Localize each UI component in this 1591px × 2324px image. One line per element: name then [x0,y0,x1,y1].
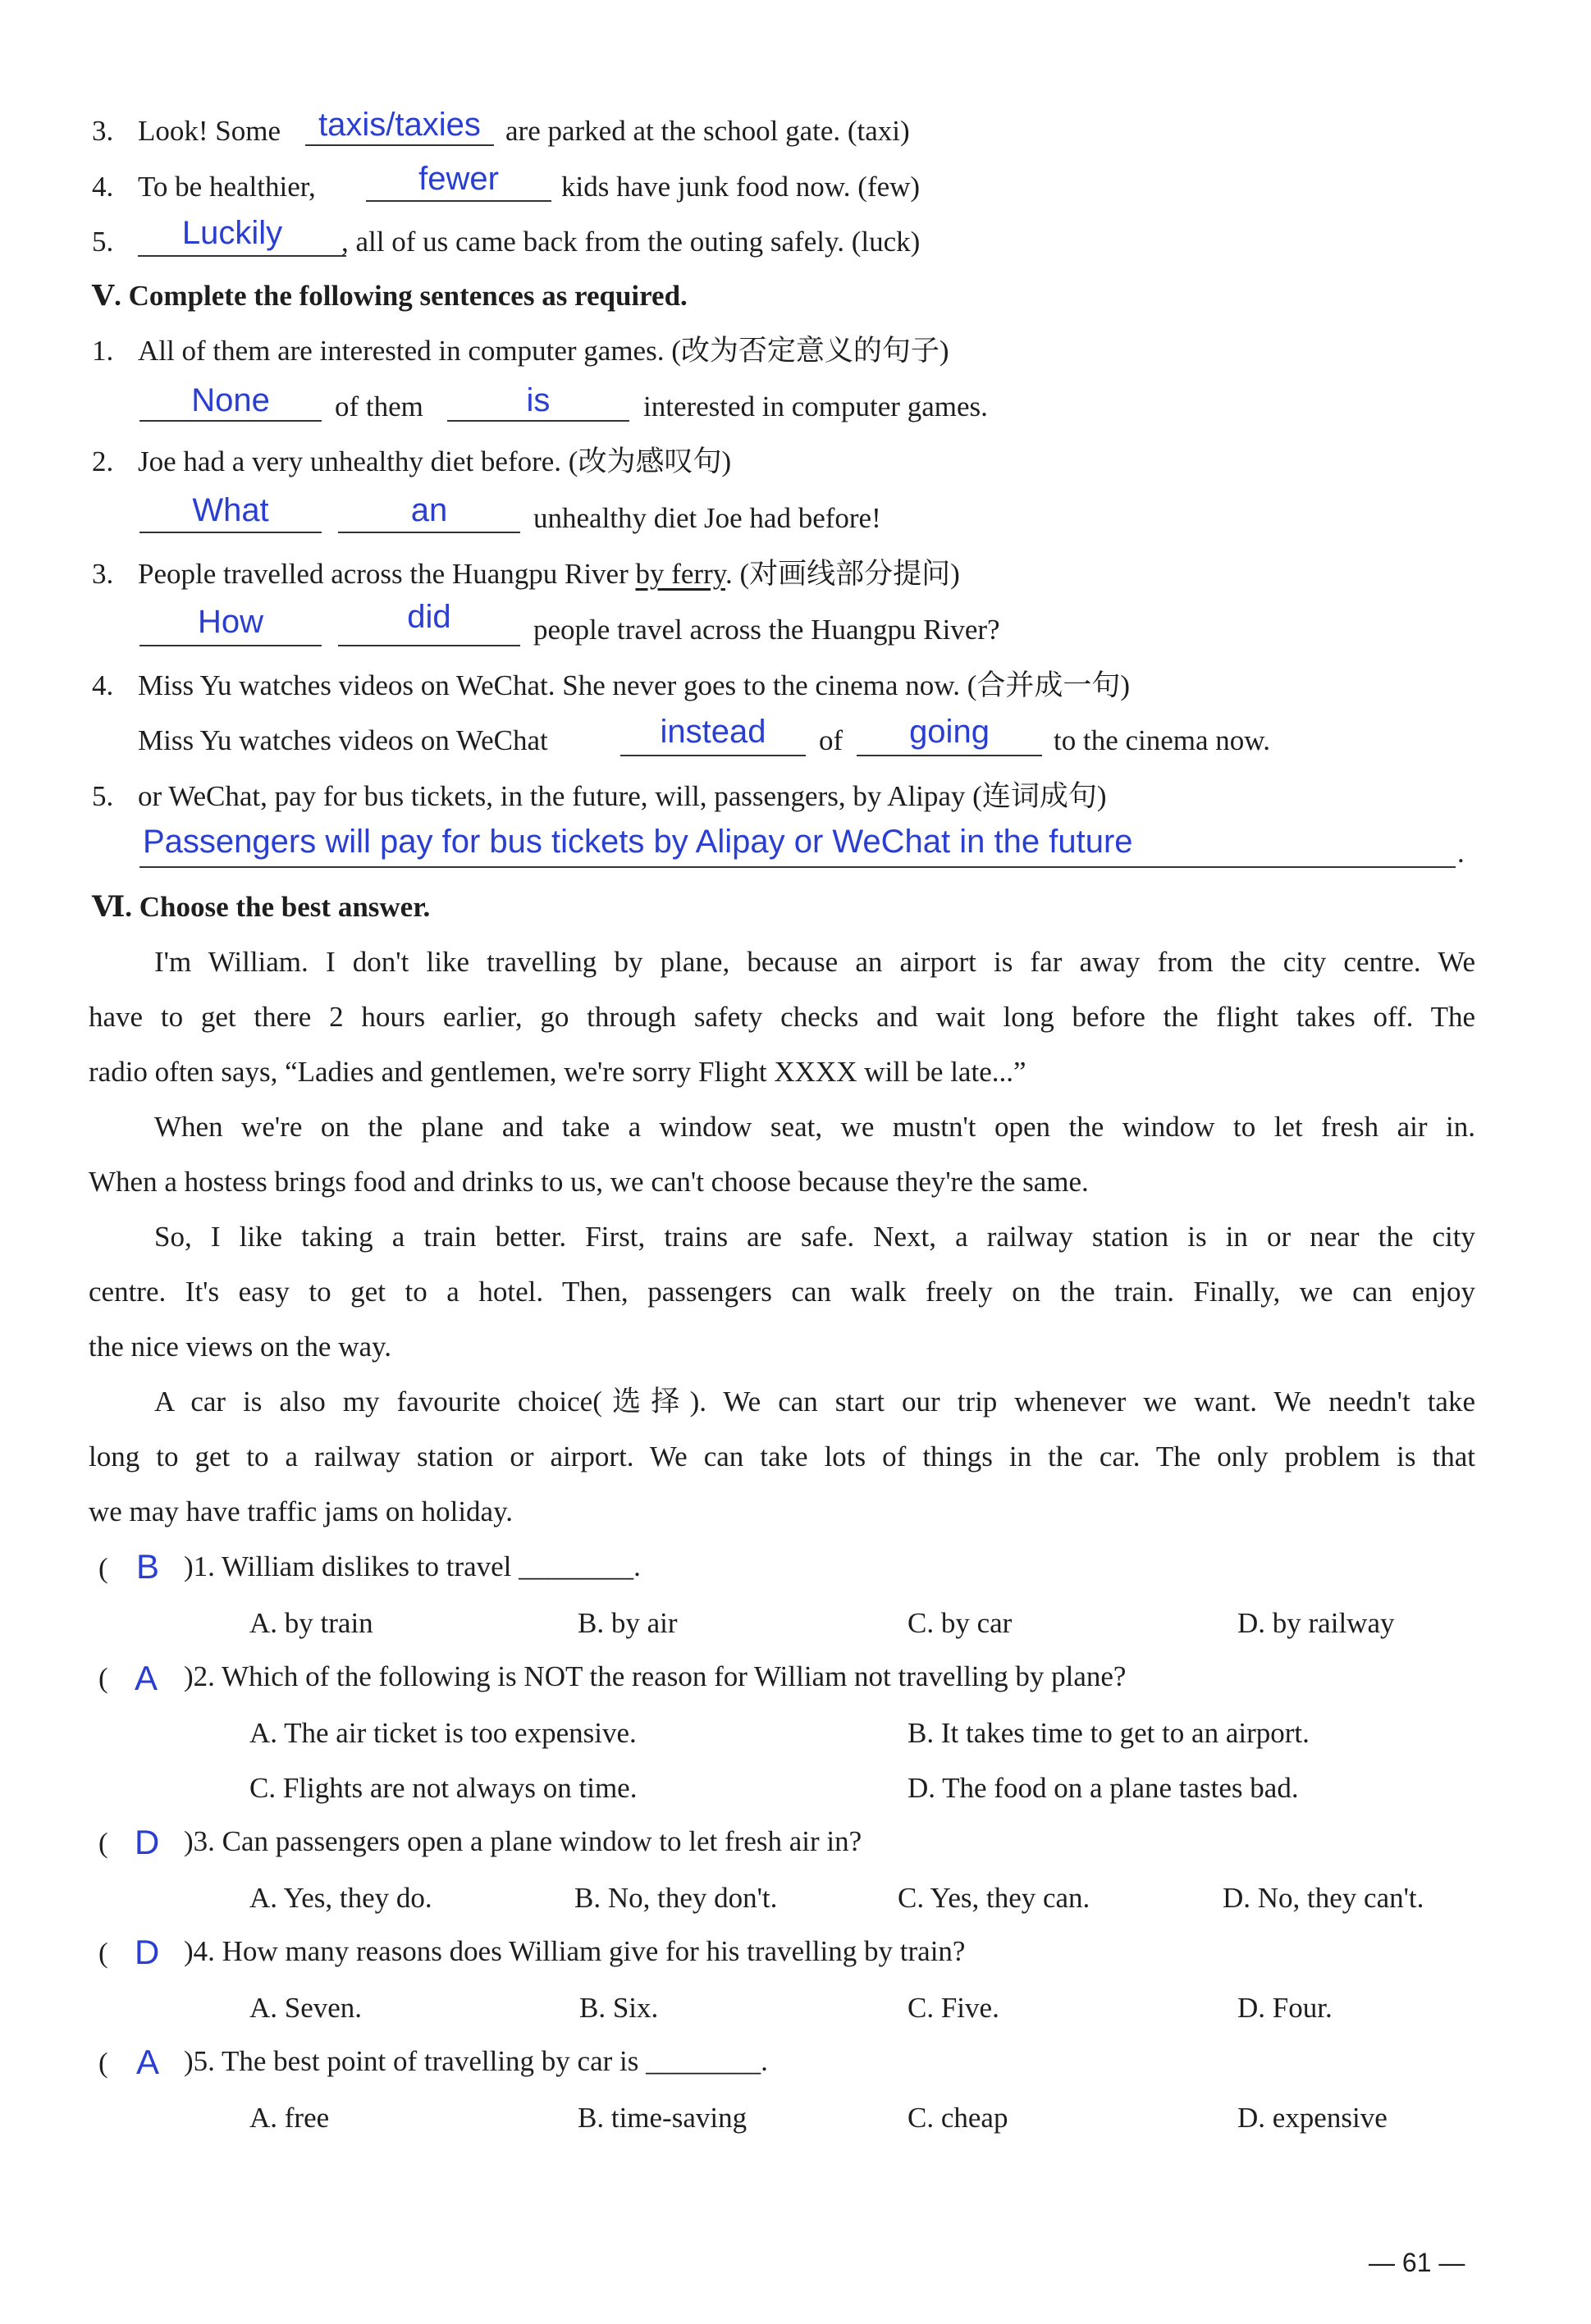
s5-q5-answer: Passengers will pay for bus tickets by Alipay or WeChat in the future [143,824,1133,860]
s5-q3-prompt-underlined: by ferry [635,558,725,590]
s4-q3-blank [305,144,494,146]
s5-heading: Ⅴ. Complete the following sentences as required. [92,280,688,312]
mc-q5-open-paren: ( [98,2047,108,2079]
s4-q3-answer: taxis/taxies [318,107,481,143]
mc-q3-option-d: D. No, they can't. [1223,1882,1424,1914]
s5-q1-num: 1. [92,335,114,367]
s5-q3-blank1 [139,645,322,646]
s4-q4-blank [366,200,551,202]
s5-q3-prompt [138,559,960,588]
s5-q4-post: to the cinema now. [1054,724,1271,756]
mc-q2-answer: A [135,1659,158,1697]
s5-q2-blank2 [338,532,520,533]
mc-q2-option-b: B. It takes time to get to an airport. [908,1717,1310,1749]
s4-q5-blank [138,255,346,257]
mc-q5-option-d: D. expensive [1237,2102,1388,2134]
s4-q4-answer: fewer [418,161,499,197]
mc-q4-option-b: B. Six. [579,1992,659,2024]
s5-q2-answer2: an [410,492,448,528]
mc-q1-stem: )1. William dislikes to travel ________. [184,1550,641,1582]
s5-q3-prompt-post: . (对画线部分提问) [725,558,960,590]
s5-q4-blank2 [857,755,1042,756]
mc-q1-open-paren: ( [98,1552,108,1584]
passage-p3-line2: centre. It's easy to get to a hotel. Then, passengers can walk freely on the train. Finally, we can enjoy [89,1276,1475,1308]
s5-q3-answer1: How [197,604,264,640]
s4-q5-answer: Luckily [181,215,283,251]
s5-q4-answer2: going [909,714,990,750]
mc-q2-open-paren: ( [98,1662,108,1694]
passage-p3-line1: So, I like taking a train better. First, trains are safe. Next, a railway station is in or near the city [154,1221,1475,1253]
s5-q5-end: . [1457,837,1465,869]
s5-q4-pre: Miss Yu watches videos on WeChat [138,724,548,756]
mc-q3-option-c: C. Yes, they can. [898,1882,1090,1914]
mc-q5-option-c: C. cheap [908,2102,1008,2134]
mc-q3-answer: D [135,1823,160,1861]
passage-p1-line3: radio often says, “Ladies and gentlemen, we're sorry Flight XXXX will be late...” [89,1056,1026,1088]
s5-q3-post: people travel across the Huangpu River? [533,614,1000,646]
mc-q3-open-paren: ( [98,1827,108,1859]
s5-q3-prompt-pre: People travelled across the Huangpu River [138,558,629,590]
mc-q1-answer: B [136,1547,160,1586]
passage-p1-line2: have to get there 2 hours earlier, go through safety checks and wait long before the flight takes off. The [89,1001,1475,1033]
mc-q2-option-c: C. Flights are not always on time. [249,1772,638,1804]
s5-q1-answer1: None [191,382,270,418]
s5-q2-blank1 [139,532,322,533]
s4-q4-num: 4. [92,171,114,203]
s4-q4-post: kids have junk food now. (few) [561,171,921,203]
s5-q1-post: interested in computer games. [643,390,988,422]
s5-q1-blank1 [139,420,322,422]
s5-q2-num: 2. [92,445,114,477]
passage-p4-line3: we may have traffic jams on holiday. [89,1495,514,1527]
s5-q2-prompt: Joe had a very unhealthy diet before. (改为感叹句) [138,445,732,477]
mc-q3-option-b: B. No, they don't. [574,1882,778,1914]
s5-q5-num: 5. [92,780,114,812]
mc-q1-option-a: A. by train [249,1607,373,1639]
mc-q4-answer: D [135,1933,160,1971]
mc-q4-open-paren: ( [98,1937,108,1969]
passage-p4-line1: A car is also my favourite choice(选择). We can start our trip whenever we want. We needn't take [154,1386,1475,1418]
s5-q4-mid: of [819,724,844,756]
s5-q4-blank1 [620,755,806,756]
s5-q4-answer1: instead [660,714,766,750]
s5-q3-answer2: did [407,599,451,635]
mc-q4-option-d: D. Four. [1237,1992,1333,2024]
mc-q4-option-c: C. Five. [908,1992,999,2024]
s5-q5-blank [139,866,1456,868]
s4-q3-num: 3. [92,115,114,147]
mc-q1-option-b: B. by air [578,1607,678,1639]
mc-q5-option-b: B. time-saving [578,2102,747,2134]
mc-q1-option-c: C. by car [908,1607,1013,1639]
page-number: — 61 — [1369,2248,1465,2277]
s5-q1-mid: of them [335,390,423,422]
passage-p2-line1: When we're on the plane and take a window seat, we mustn't open the window to let fresh air in. [154,1111,1475,1143]
mc-q4-stem: )4. How many reasons does William give for his travelling by train? [184,1935,966,1967]
s5-q1-prompt: All of them are interested in computer games. (改为否定意义的句子) [138,335,949,367]
mc-q2-stem: )2. Which of the following is NOT the reason for William not travelling by plane? [184,1660,1127,1692]
s5-q3-blank2 [338,645,520,646]
mc-q3-option-a: A. Yes, they do. [249,1882,432,1914]
mc-q1-option-d: D. by railway [1237,1607,1395,1639]
mc-q2-option-a: A. The air ticket is too expensive. [249,1717,637,1749]
s4-q4-pre: To be healthier, [138,171,316,203]
s6-heading: Ⅵ. Choose the best answer. [92,891,431,923]
mc-q5-stem: )5. The best point of travelling by car is ________. [184,2045,768,2077]
passage-p3-line3: the nice views on the way. [89,1331,392,1363]
s5-q1-answer2: is [526,382,551,418]
s5-q2-post: unhealthy diet Joe had before! [533,502,881,534]
s5-q1-blank2 [447,420,629,422]
s4-q5-post: , all of us came back from the outing safely. (luck) [341,226,921,258]
s5-q4-num: 4. [92,669,114,701]
mc-q5-option-a: A. free [249,2102,330,2134]
mc-q3-stem: )3. Can passengers open a plane window to let fresh air in? [184,1825,862,1857]
s5-q5-prompt: or WeChat, pay for bus tickets, in the future, will, passengers, by Alipay (连词成句) [138,780,1107,812]
mc-q2-option-d: D. The food on a plane tastes bad. [908,1772,1299,1804]
s5-q3-num: 3. [92,558,114,590]
s4-q5-num: 5. [92,226,114,258]
s5-q4-prompt: Miss Yu watches videos on WeChat. She never goes to the cinema now. (合并成一句) [138,669,1131,701]
mc-q4-option-a: A. Seven. [249,1992,363,2024]
s4-q3-pre: Look! Some [138,115,281,147]
s5-q2-answer1: What [192,492,269,528]
mc-q5-answer: A [136,2043,160,2081]
passage-p4-line2: long to get to a railway station or airport. We can take lots of things in the car. The only problem is that [89,1441,1475,1472]
passage-p1-line1: I'm William. I don't like travelling by plane, because an airport is far away from the city centre. We [154,946,1475,978]
s4-q3-post: are parked at the school gate. (taxi) [505,115,910,147]
passage-p2-line2: When a hostess brings food and drinks to us, we can't choose because they're the same. [89,1166,1089,1198]
